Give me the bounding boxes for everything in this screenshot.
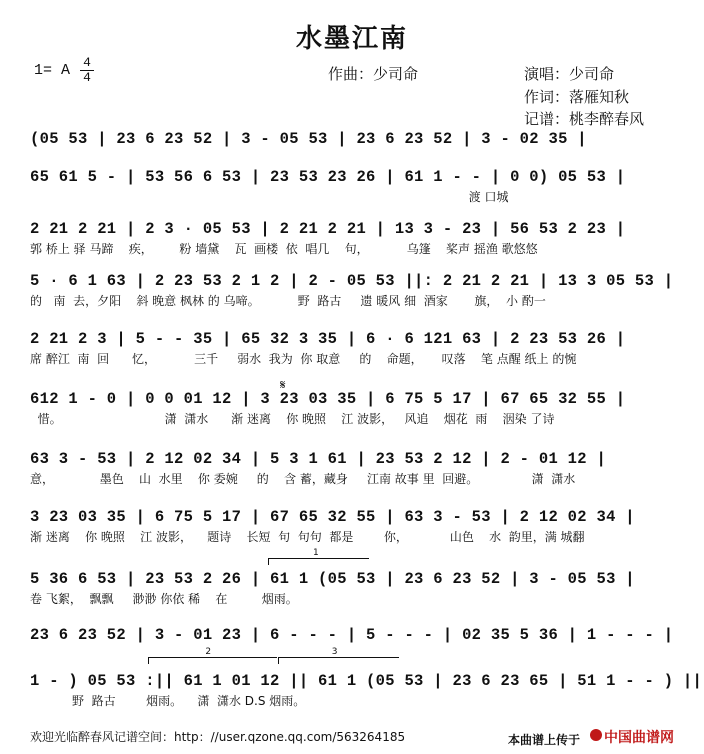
notes-line: 2 21 2 3 | 5 - - 35 | 65 32 3 35 | 6 · 6 121 63 | 2 23 53 26 | [30,330,626,348]
notes-line: 2 21 2 21 | 2 3 · 05 53 | 2 21 2 21 | 13 3 - 23 | 56 53 2 23 | [30,220,626,238]
notes-line: (05 53 | 23 6 23 52 | 3 - 05 53 | 23 6 23 52 | 3 - 02 35 | [30,130,587,148]
volta-3: 3 [278,657,399,664]
notes-line: 65 61 5 - | 53 56 6 53 | 23 53 23 26 | 61 1 - - | 0 0) 05 53 | [30,168,626,186]
lyric-line: 席 醉江 南 回 忆， 三千 弱水 我为 你 取意 的 命题， 叹落 笔 点醒 纸上 的惋 [30,352,577,366]
singer-credit: 演唱：少司命 [524,65,615,83]
volta-2: 2 [148,657,277,664]
footer-upload-note: 本曲谱上传于 [508,733,581,747]
time-sig-bottom: 4 [83,70,91,85]
lyric-line: 意， 墨色 山 水里 你 委婉 的 含 蓄，藏身 江南 故事 里 回避。 潇 潇水 [30,472,576,486]
notes-line: 1 - ) 05 53 :|| 61 1 01 12 || 61 1 (05 53 | 23 6 23 65 | 51 1 - - ) || [30,672,703,690]
notes-line: 5 · 6 1 63 | 2 23 53 2 1 2 | 2 - 05 53 ||: 2 21 2 21 | 13 3 05 53 | [30,272,674,290]
time-sig-top: 4 [83,55,91,70]
brand-logo-icon [590,729,602,741]
lyricist-credit: 作词：落雁知秋 [524,88,630,106]
notation-credit: 记谱：桃李醉春风 [524,110,645,128]
segno-sign: 𝄋 [280,378,286,393]
lyric-line: 野 路古 烟雨。 潇 潇水 D.S 烟雨。 [30,694,306,708]
lyric-line: 渐 迷离 你 晚照 江 波影， 题诗 长短 句 句句 都是 你， 山色 水 韵里，满 城翻 [30,530,585,544]
notes-line: 63 3 - 53 | 2 12 02 34 | 5 3 1 61 | 23 53 2 12 | 2 - 01 12 | [30,450,607,468]
volta-1: 1 [268,558,369,565]
lyric-line: 卷 飞絮， 飘飘 渺渺 你依 稀 在 烟雨。 [30,592,298,606]
composer-credit: 作曲：少司命 [328,65,419,83]
footer-welcome: 欢迎光临醉春风记谱空间：http：//user.qzone.qq.com/563264185 [30,730,406,744]
lyric-line: 渡 口城 [30,190,509,204]
lyric-line: 的 南 去，夕阳 斜 晚意 枫林 的 乌啼。 野 路古 遗 暖风 细 酒家 旗， 小 酌一 [30,294,546,308]
lyric-line: 郭 桥上 驿 马蹄 疾， 粉 墙黛 瓦 画楼 依 唱几 句， 乌篷 桨声 摇渔 歌悠悠 [30,242,538,256]
notes-line: 5 36 6 53 | 23 53 2 26 | 61 1 (05 53 | 23 6 23 52 | 3 - 05 53 | [30,570,635,588]
score-title: 水墨江南 [295,24,408,54]
brand-name: 中国曲谱网 [604,730,674,746]
notes-line: 23 6 23 52 | 3 - 01 23 | 6 - - - | 5 - - - | 02 35 5 36 | 1 - - - | [30,626,674,644]
key-signature: 1= A [34,62,71,79]
time-signature [80,57,94,84]
lyric-line: 惜。 潇 潇水 渐 迷离 你 晚照 江 波影， 风追 烟花 雨 洇染 了诗 [30,412,555,426]
notes-line: 3 23 03 35 | 6 75 5 17 | 67 65 32 55 | 63 3 - 53 | 2 12 02 34 | [30,508,635,526]
notes-line: 612 1 - 0 | 0 0 01 12 | 3 23 03 35 | 6 75 5 17 | 67 65 32 55 | [30,390,626,408]
